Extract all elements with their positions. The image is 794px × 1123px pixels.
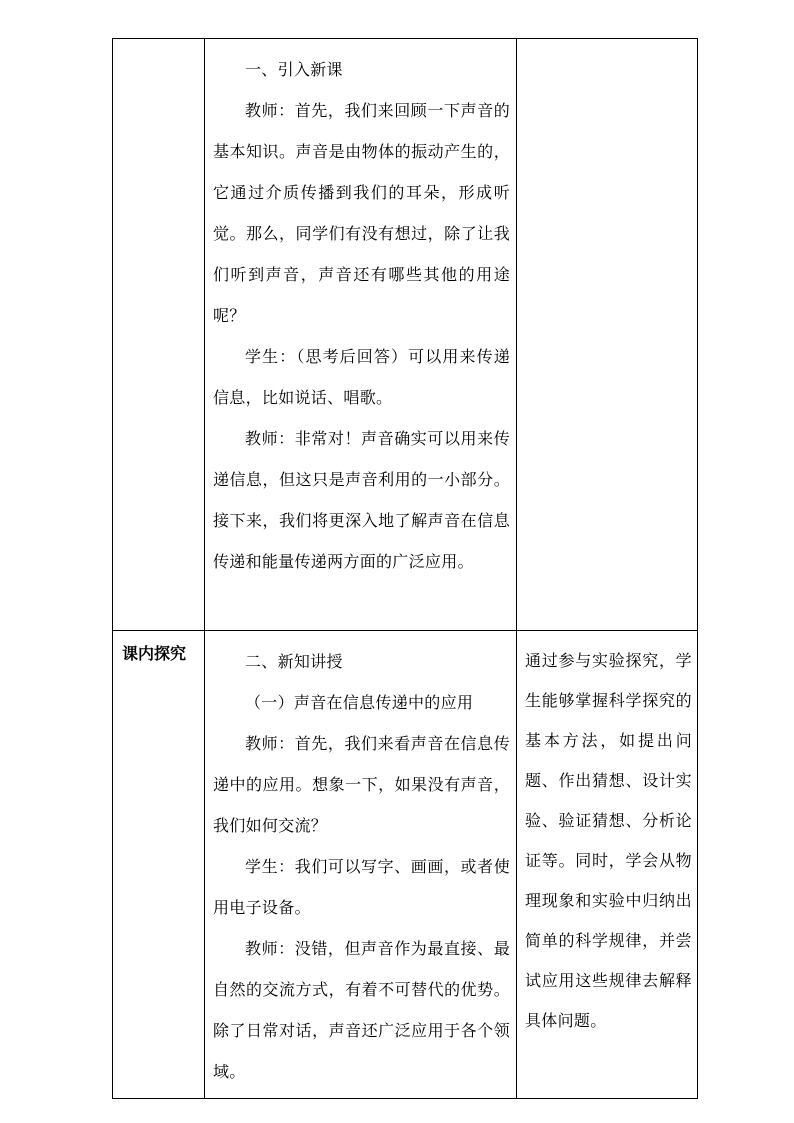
paragraph: 教师：没错，但声音作为最直接、最自然的交流方式，有着不可替代的优势。除了日常对话，声音还广泛应用于各个领域。	[213, 939, 510, 1081]
table-row	[113, 39, 698, 631]
subsection-heading: （一）声音在信息传递中的应用	[245, 693, 474, 712]
table-row	[113, 631, 698, 1099]
paragraph: 学生：（思考后回答）可以用来传递信息，比如说话、唱歌。	[213, 347, 510, 407]
process-cell	[205, 39, 517, 631]
design-intent-text: 通过参与实验探究，学生能够掌握科学探究的基本方法，如提出问题、作出猜想、设计实验、验证猜想、分析论证等。同时，学会从物理现象和实验中归纳出简单的科学规律，并尝试应用这些规律去解释具体问题。	[525, 651, 692, 1030]
design-intent-cell	[517, 631, 698, 1099]
design-intent-cell	[517, 39, 698, 631]
paragraph: 教师：非常对！声音确实可以用来传递信息，但这只是声音利用的一小部分。接下来，我们将更深入地了解声音在信息传递和能量传递两方面的广泛应用。	[213, 429, 510, 571]
lesson-plan-table	[112, 38, 698, 1099]
section-heading: 二、新知讲授	[245, 652, 343, 671]
paragraph: 教师：首先，我们来看声音在信息传递中的应用。想象一下，如果没有声音，我们如何交流？	[213, 734, 510, 835]
paragraph: 学生：我们可以写字、画画，或者使用电子设备。	[213, 857, 510, 917]
paragraph: 教师：首先，我们来回顾一下声音的基本知识。声音是由物体的振动产生的，它通过介质传播到我们的耳朵，形成听觉。那么，同学们有没有想过，除了让我们听到声音，声音还有哪些其他的用途呢？	[213, 101, 510, 325]
section-heading: 一、引入新课	[245, 60, 343, 79]
stage-label-cell: 课内探究	[113, 631, 205, 1099]
process-cell	[205, 631, 517, 1099]
stage-label-cell	[113, 39, 205, 631]
